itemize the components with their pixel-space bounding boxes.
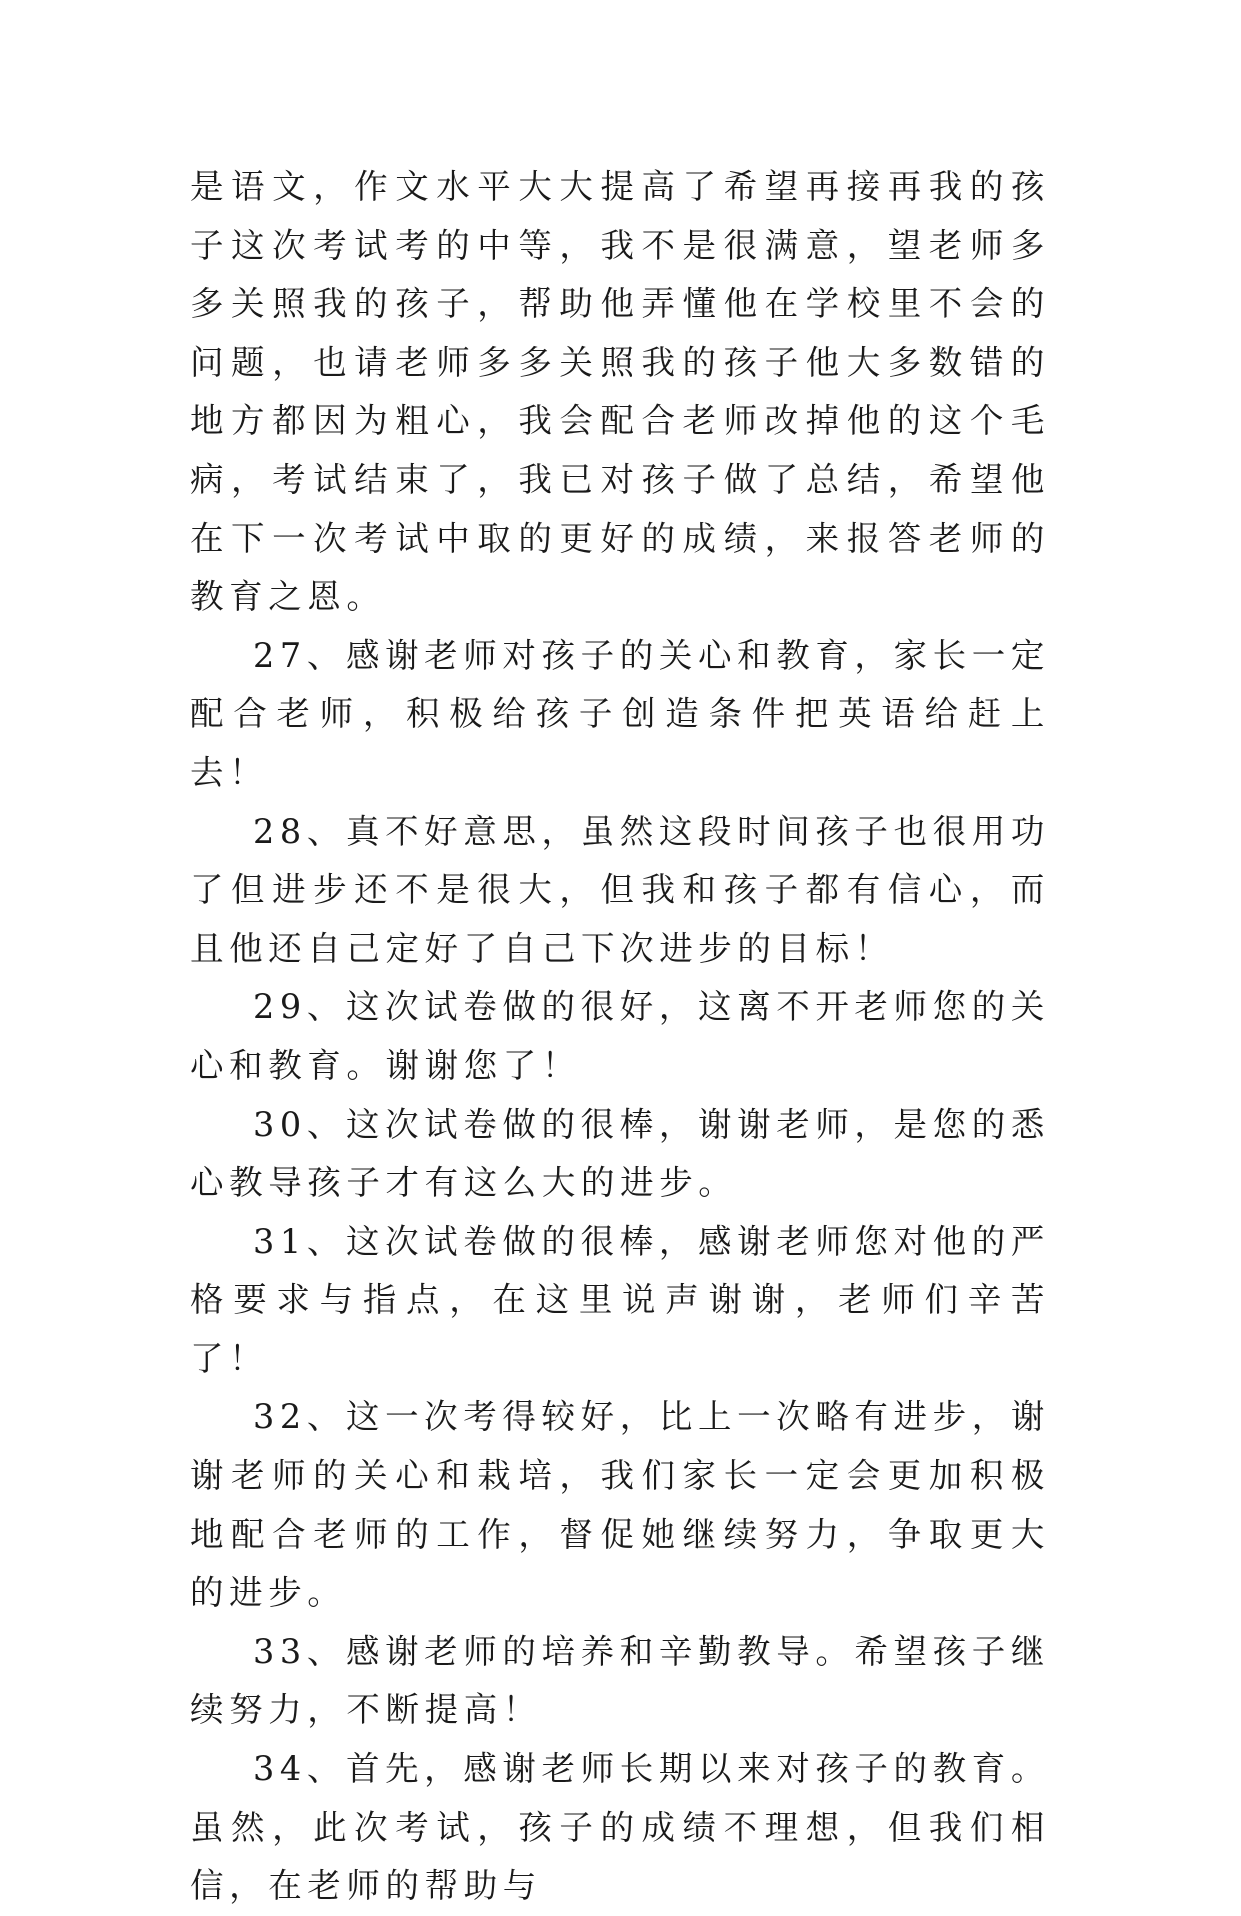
paragraph-29: 29、这次试卷做的很好，这离不开老师您的关心和教育。谢谢您了！ [190, 987, 1050, 1085]
paragraph-31: 31、这次试卷做的很棒，感谢老师您对他的严格要求与指点，在这里说声谢谢，老师们辛苦了！ [190, 1221, 1050, 1378]
paragraph-continued: 是语文，作文水平大大提高了希望再接再我的孩子这次考试考的中等，我不是很满意，望老师多多关照我的孩子，帮助他弄懂他在学校里不会的问题，也请老师多多关照我的孩子他大多数错的地方都因为粗心，我会配合老师改掉他的这个毛病，考试结束了，我已对孩子做了总结，希望他在下一次考试中取的更好的成绩，来报答老师的教育之恩。 [190, 167, 1050, 617]
paragraph-30: 30、这次试卷做的很棒，谢谢老师，是您的悉心教导孩子才有这么大的进步。 [190, 1104, 1050, 1203]
document-body [190, 158, 1050, 1916]
paragraph-28: 28、真不好意思，虽然这段时间孩子也很用功了但进步还不是很大，但我和孩子都有信心，而且他还自己定好了自己下次进步的目标！ [190, 811, 1050, 968]
paragraph-34: 34、首先，感谢老师长期以来对孩子的教育。虽然，此次考试，孩子的成绩不理想，但我们相信，在老师的帮助与 [190, 1749, 1050, 1906]
paragraph-32: 32、这一次考得较好，比上一次略有进步，谢谢老师的关心和栽培，我们家长一定会更加积极地配合老师的工作，督促她继续努力，争取更大的进步。 [190, 1397, 1050, 1613]
paragraph-27: 27、感谢老师对孩子的关心和教育，家长一定配合老师，积极给孩子创造条件把英语给赶上去！ [190, 635, 1050, 792]
paragraph-33: 33、感谢老师的培养和辛勤教导。希望孩子继续努力，不断提高！ [190, 1631, 1050, 1730]
